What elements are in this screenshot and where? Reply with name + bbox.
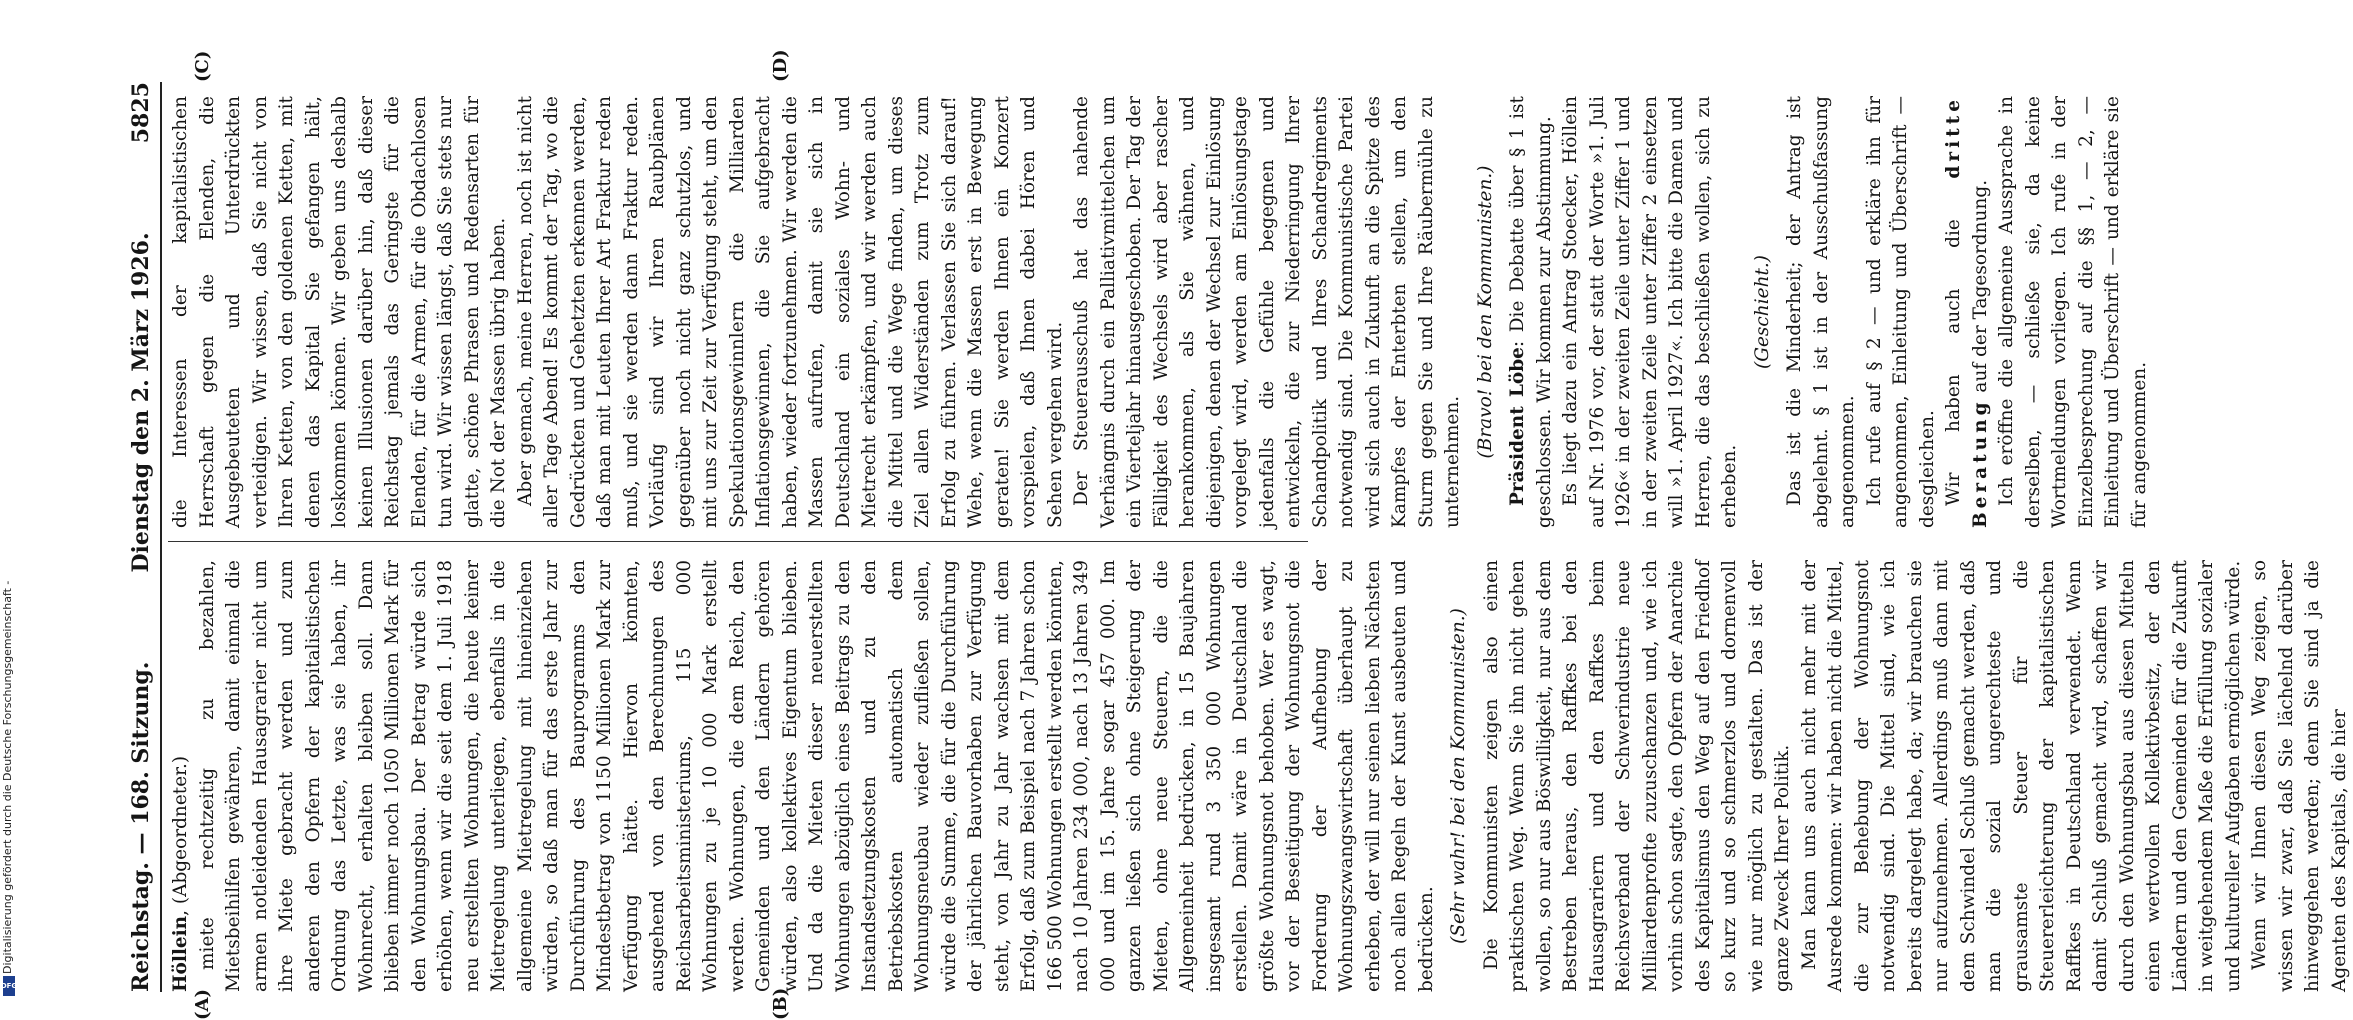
paragraph: Wenn wir Ihnen diesen Weg zeigen, so wissen wir zwar, daß Sie lächelnd darüber hinweggehen werden; denn Sie sind ja die Agenten des Kapitals, die hier xyxy=(2249,560,2350,992)
paragraph: Ich rufe auf § 2 — und erkläre ihn für angenommen, Einleitung und Überschrift — desgleichen. xyxy=(1863,96,1938,528)
speaker-name: Höllein xyxy=(170,915,191,992)
president-statement: Die Debatte über § 1 ist geschlossen. Wir kommen zur Abstimmung. xyxy=(1507,96,1555,528)
credit-text: Digitalisierung gefördert durch die Deutsche Forschungsgemeinschaft - xyxy=(1,580,14,974)
speaker-line: Höllein, (Abgeordneter.) xyxy=(170,755,191,992)
interjection: (Bravo! bei den Kommunisten.) xyxy=(1474,165,1496,459)
paragraph: Man kann uns auch nicht mehr mit der Ausrede kommen: wir haben nicht die Mittel, die zur Behebung der Wohnungsnot notwendig sind. Die Mittel sind, wie ich bereits dargelegt habe, da; wir brauchen sie nur aufzunehmen. Allerdings muß dann mit dem Schwindel Schluß gemacht werden, daß man die sozial ungerechteste und grausamste Steuer für die Steuererleichterung der kapitalistischen Raffkes in Deutschland verwendet. Wenn damit Schluß gemacht wird, schaffen wir durch den Wohnungsbau aus diesen Mitteln einen wertvollen Kollektivbesitz, der den Ländern und den Gemeinden für die Zukunft in weitgehendem Maße die Erfüllung sozialer und kultureller Aufgaben ermöglichen würde. xyxy=(1798,560,2244,992)
text-span: auf der Tagesordnung. xyxy=(1969,179,1991,399)
spaced-emphasis: dritte Beratung xyxy=(1943,96,1991,528)
paragraph xyxy=(1941,96,1994,528)
rotated-page xyxy=(120,49,2350,1020)
margin-marker-d: (D) xyxy=(770,49,791,82)
margin-marker-a: (A) xyxy=(192,989,213,1020)
right-column xyxy=(168,96,2150,528)
president-line: Präsident Löbe: Die Debatte über § 1 ist geschlossen. Wir kommen zur Abstimmung. xyxy=(1507,96,1555,528)
column-divider xyxy=(168,541,1308,542)
paragraph: Es liegt dazu ein Antrag Stoecker, Höllein auf Nr. 1976 vor, der statt der Worte »1. Juli 1926« in der zweiten Zeile unter Ziffer 1 und in der zweiten Zeile unter Ziffer 2 einsetzen will »1. April 1927«. Ich bitte die Damen und Herren, die das beschließen wollen, sich zu erheben. xyxy=(1560,96,1740,528)
dfg-logo-icon: DFG xyxy=(3,976,15,996)
page-header xyxy=(122,82,162,992)
left-column xyxy=(168,560,2350,992)
page-number: 5825 xyxy=(128,82,154,144)
paragraph: Aber gemach, meine Herren, noch ist nicht aller Tage Abend! Es kommt der Tag, wo die Gedrückten und Gehetzten erkennen werden, daß man mit Leuten Ihrer Art Fraktur reden muß, und sie werden dann Fraktur reden. Vorläufig sind wir Ihren Raubplänen gegenüber noch nicht ganz schutzlos, und mit uns zur Zeit zur Verfügung steht, um den Spekulationsgewinnlern die Milliarden Inflationsgewinnen, die Sie aufgebracht haben, wieder fortzunehmen. Wir werden die Massen aufrufen, damit sie sich in Deutschland ein soziales Wohn- und Mietrecht erkämpfen, und wir werden auch die Mittel und die Wege finden, um dieses Ziel allen Widerständen zum Trotz zum Erfolg zu führen. Verlassen Sie sich darauf! Wehe, wenn die Massen erst in Bewegung geraten! Sie werden Ihnen ein Konzert vorspielen, daß Ihnen dabei Hören und Sehen vergehen wird. xyxy=(514,96,1066,528)
interjection: (Geschieht.) xyxy=(1751,254,1773,370)
interjection: (Sehr wahr! bei den Kommunisten.) xyxy=(1448,608,1469,944)
digitization-credit xyxy=(2,0,16,1000)
margin-marker-b: (B) xyxy=(770,987,791,1020)
paragraph: Das ist die Minderheit; der Antrag ist abgelehnt. § 1 ist in der Ausschußfassung angenommen. xyxy=(1784,96,1858,528)
president-name: Präsident Löbe xyxy=(1507,347,1528,506)
header-left: Reichstag. — 168. Sitzung. xyxy=(128,661,154,992)
speaker-role: (Abgeordneter.) xyxy=(170,755,191,905)
paragraph: miete rechtzeitig zu bezahlen, Mietsbeihilfen gewähren, damit einmal die armen notleidenden Hausagrarier nicht um ihre Miete gebracht werden und zum anderen den Opfern der kapitalistischen Ordnung das Letzte, was sie haben, ihr Wohnrecht, erhalten bleiben soll. Dann blieben immer noch 1050 Millionen Mark für den Wohnungsbau. Der Betrag würde sich erhöhen, wenn wir die seit dem 1. Juli 1918 neu erstellten Wohnungen, die heute keiner Mietregelung unterliegen, ebenfalls in die allgemeine Mietregelung mit hineinziehen würden, so daß man für das erste Jahr zur Durchführung des Bauprogramms den Mindestbetrag von 1150 Millionen Mark zur Verfügung hätte. Hiervon könnten, ausgehend von den Berechnungen des Reichsarbeitsministeriums, 115 000 Wohnungen zu je 10 000 Mark erstellt werden. Wohnungen, die dem Reich, den Gemeinden und den Ländern gehören würden, also kollektives Eigentum blieben. Und da die Mieten dieser neuerstellten Wohnungen abzüglich eines Beitrags zu den Instandsetzungskosten und zu den Betriebskosten automatisch dem Wohnungsneubau wieder zufließen sollen, würde die Summe, die für die Durchführung der jährlichen Bauvorhaben zur Verfügung steht, von Jahr zu Jahr wachsen mit dem Erfolg, daß zum Beispiel nach 7 Jahren schon 166 500 Wohnungen erstellt werden könnten, nach 10 Jahren 234 000, nach 13 Jahren 349 000 und im 15. Jahre sogar 457 000. Im ganzen ließen sich ohne Steigerung der Mieten, ohne neue Steuern, die die Allgemeinheit bedrücken, in 15 Baujahren insgesamt rund 3 350 000 Wohnungen erstellen. Damit wäre in Deutschland die größte Wohnungsnot behoben. Wer es wagt, vor der Beseitigung der Wohnungsnot die Forderung der Aufhebung der Wohnungszwangswirtschaft überhaupt zu erheben, der will nur seinen lieben Nächsten noch allen Regeln der Kunst ausbeuten und bedrücken. xyxy=(196,560,1437,992)
paragraph: Ich eröffne die allgemeine Aussprache in derselben, — schließe sie, da keine Wortmeldungen vorliegen. Ich rufe in der Einzelbesprechung auf die §§ 1, — 2, — Einleitung und Überschrift — und erkläre sie für angenommen. xyxy=(1996,96,2150,528)
header-right: Dienstag den 2. März 1926. xyxy=(128,232,154,573)
paragraph: die Interessen der kapitalistischen Herrschaft gegen die Elenden, die Ausgebeuteten und Unterdrückten verteidigen. Wir wissen, daß Sie nicht von Ihren Ketten, von den goldenen Ketten, mit denen das Kapital Sie gefangen hält, loskommen können. Wir geben uns deshalb keinen Illusionen darüber hin, daß dieser Reichstag jemals das Geringste für die Elenden, für die Armen, für die Obdachlosen tun wird. Wir wissen längst, daß Sie stets nur glatte, schöne Phrasen und Redensarten für die Not der Massen übrig haben. xyxy=(170,96,509,528)
margin-marker-c: (C) xyxy=(192,50,213,82)
paragraph: Der Steuerausschuß hat das nahende Verhängnis durch ein Palliativmittelchen um ein Vierteljahr hinausgeschoben. Der Tag der Fälligkeit des Wechsels wird aber rascher herankommen, als Sie wähnen, und diejenigen, denen der Wechsel zur Einlösung vorgelegt wird, werden am Einlösungstage jedenfalls die Gefühle begegnen und entwickeln, die zur Niederringung Ihrer Schandpolitik und Ihres Schandregiments notwendig sind. Die Kommunistische Partei wird sich auch in Zukunft an die Spitze des Kampfes der Enterbten stellen, um den Sturm gegen Sie und Ihre Räubermühle zu unternehmen. xyxy=(1071,96,1463,528)
paragraph: Die Kommunisten zeigen also einen praktischen Weg. Wenn Sie ihn nicht gehen wollen, so nur aus Böswilligkeit, nur aus dem Bestreben heraus, den Raffkes bei den Hausagrariern und den Raffkes beim Reichsverband der Schwerindustrie neue Milliardenprofite zuzuschanzen und, wie ich vorhin schon sagte, den Opfern der Anarchie des Kapitalismus den Weg auf den Friedhof so kurz und so schmerzlos und dornenvoll wie nur möglich zu gestalten. Das ist der ganze Zweck Ihrer Politik. xyxy=(1480,560,1793,992)
text-span: Wir haben auch die xyxy=(1943,178,1964,506)
